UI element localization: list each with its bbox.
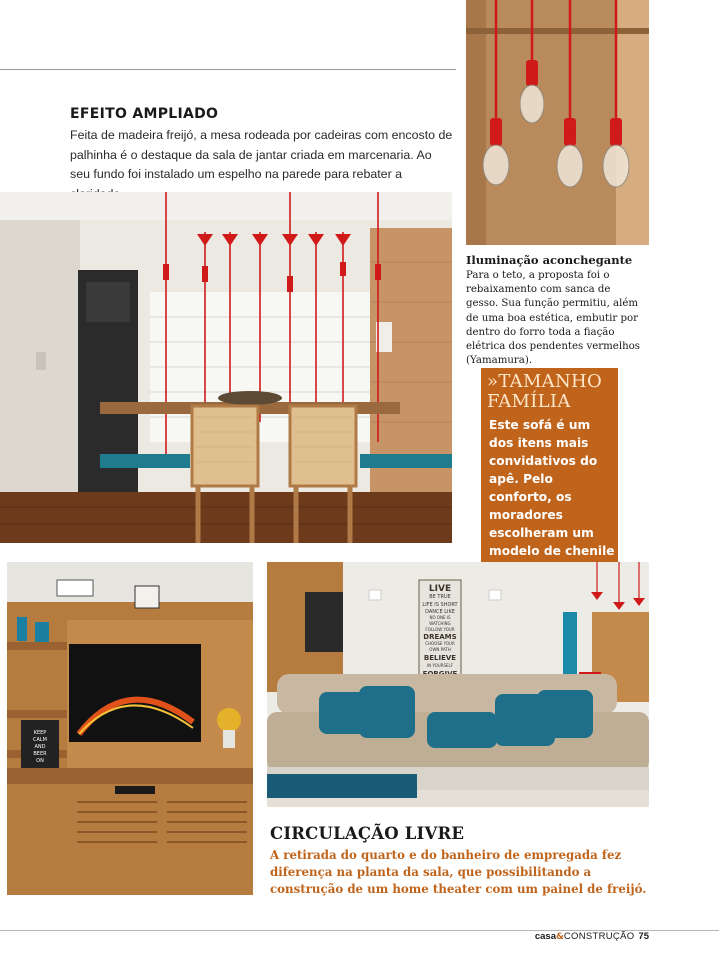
footer-brand-ampersand: & [556,932,564,942]
home-theater-photo [7,562,253,895]
footer-brand-construcao: CONSTRUÇÃO [563,931,635,942]
dining-room-photo [0,192,452,543]
wall-sign-line: OWN PATH [429,647,451,652]
shadow-box-line: CALM [32,737,48,743]
sidebar-box-body: Este sofá é um dos itens mais convidativos do apê. Pelo conforto, os moradores escolheram um modelo de chenile [489,418,615,558]
shadow-box-line: ON [36,758,44,764]
section-heading-circulacao-livre: CIRCULAÇÃO LIVRE [270,824,465,843]
top-divider [0,69,456,70]
section-body-efeito-ampliado: Feita de madeira freijó, a mesa rodeada por cadeiras com encosto de palhinha é o destaque da sala de jantar criada em marcenaria. Ao seu fundo foi instalado um espelho na parede para rebater a [70,128,453,181]
wall-sign-line: LIVE [428,584,452,594]
sidebar-box-title [487,372,617,412]
section-body-circulacao-livre: A retirada do quarto e do banheiro de empregada fez diferença na planta da sala, que possibilitando a construção de um home theater com um painel de freijó. [270,848,647,896]
wall-sign-line: CHOOSE YOUR [425,641,455,646]
wall-sign-line: NO ONE IS [429,615,451,620]
wall-sign-line: DANCE LIKE [425,609,455,615]
wall-sign-line: BELIEVE [423,654,457,662]
caption-title-lighting: Iluminação aconchegante [466,253,633,267]
caption-body-lighting: Para o teto, a proposta foi o rebaixamento com sanca de gesso. Sua função permitiu, além de uma boa estética, embutir por dentro do forro toda a fiação elétrica dos pendentes vermelhos (Yamamura). [466,270,641,367]
pendant-bulbs-photo [466,0,649,245]
shadow-box-line: AND [34,744,46,750]
page-footer [535,931,649,942]
section-heading-efeito-ampliado: EFEITO AMPLIADO [70,106,219,122]
shadow-box-line: KEEP [33,730,47,736]
sidebar-box-title-text: TAMANHO FAMÍLIA [487,371,603,412]
wall-sign-line: FOLLOW YOUR [425,627,455,632]
wall-sign-line: DREAMS [423,633,457,641]
wall-sign-line: BE TRUE [429,594,451,600]
living-room-sofa-photo [267,562,649,807]
footer-brand-casa: casa [534,931,556,942]
wall-sign-line: IN YOURSELF [426,663,454,668]
wall-sign-line: WATCHING [429,621,451,626]
wall-sign-line: LIFE IS SHORT [422,602,458,608]
page-number: 75 [638,931,649,942]
sidebar-box-marker: » [487,371,499,392]
shadow-box-line: BEER [33,751,47,757]
